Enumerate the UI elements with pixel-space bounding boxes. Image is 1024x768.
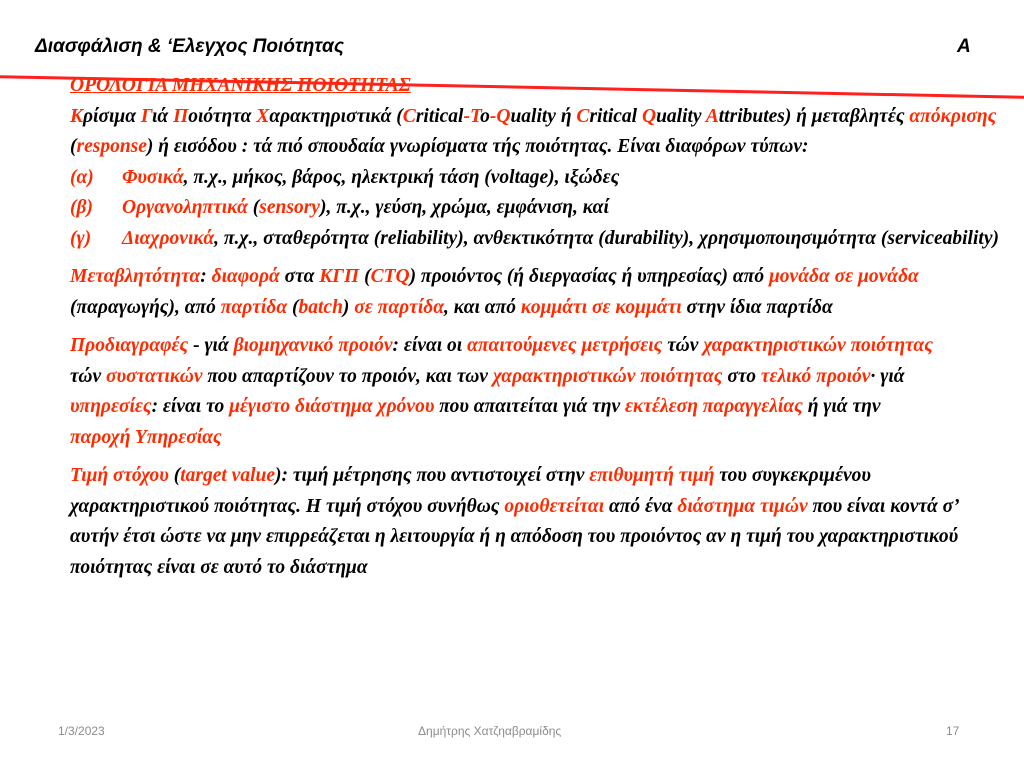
target-value-paragraph: Τιμή στόχου (target value): τιμή μέτρησης που αντιστοιχεί στην επιθυμητή τιμή του συγκεκριμένου χαρακτηριστικού ποιότητας. Η τιμή στόχου συνήθως οριοθετείται από ένα διάστημα τιμών που είναι κοντά σ’ αυτήν έτσι ώστε να μην επιρρεάζεται η λειτουργία ή η απόδοση του προιόντος αν η τιμή του χαρακτηριστικού ποιότητας είναι σε αυτό το διάστημα — [70, 465, 959, 578]
specifications-paragraph: Προδιαγραφές - γιά βιομηχανικό προιόν: είναι οι απαιτούμενες μετρήσεις τών χαρακτηριστικών ποιότητας τών συστατικών που απαρτίζουν το προιόν, και των χαρακτηριστικών ποιότητας στο τελικό προιόν· γιά υπηρεσίες: είναι το μέγιστο διάστημα χρόνου που απαιτείται γιά την εκτέλεση παραγγελίας ή γιά την παροχή Υπηρεσίας — [70, 335, 933, 448]
slide-body — [70, 71, 1015, 583]
type-item-sensory: (β) Οργανοληπτικά (sensory), π.χ., γεύση, χρώμα, εμφάνιση, καί — [70, 197, 609, 218]
footer-author: Δημήτρης Χατζηαβραμίδης — [418, 724, 562, 738]
header-title: Διασφάλιση & ‘Ελεγχος Ποιότητας — [35, 36, 344, 57]
type-item-temporal: (γ) Διαχρονικά, π.χ., σταθερότητα (reliability), ανθεκτικότητα (durability), χρησιμοποιησιμότητα (serviceability) — [70, 227, 999, 249]
intro-paragraph: Κρίσιμα Γιά Ποιότητα Χαρακτηριστικά (Critical-To-Quality ή Critical Quality Attributes) ή μεταβλητές απόκρισης (response) ή εισόδου : τά πιό σπουδαία γνωρίσματα τής ποιότητας. Είναι διαφόρων τύπων: — [70, 105, 997, 157]
header-section-letter: Α — [957, 36, 971, 57]
section-title: ΟΡΟΛΟΓΙΑ ΜΗΧΑΝΙΚΗΣ ΠΟΙΟΤΗΤΑΣ — [70, 75, 411, 96]
footer-date: 1/3/2023 — [58, 724, 105, 738]
type-item-physical: (α) Φυσικά, π.χ., μήκος, βάρος, ηλεκτρική τάση (voltage), ιξώδες — [70, 166, 620, 188]
footer-page-number: 17 — [946, 724, 960, 738]
variability-paragraph: Μεταβλητότητα: διαφορά στα ΚΓΠ (CTQ) προιόντος (ή διεργασίας ή υπηρεσίας) από μονάδα σε μονάδα (παραγωγής), από παρτίδα (batch) σε παρτίδα, και από κομμάτι σε κομμάτι στην ίδια παρτίδα — [70, 266, 919, 318]
